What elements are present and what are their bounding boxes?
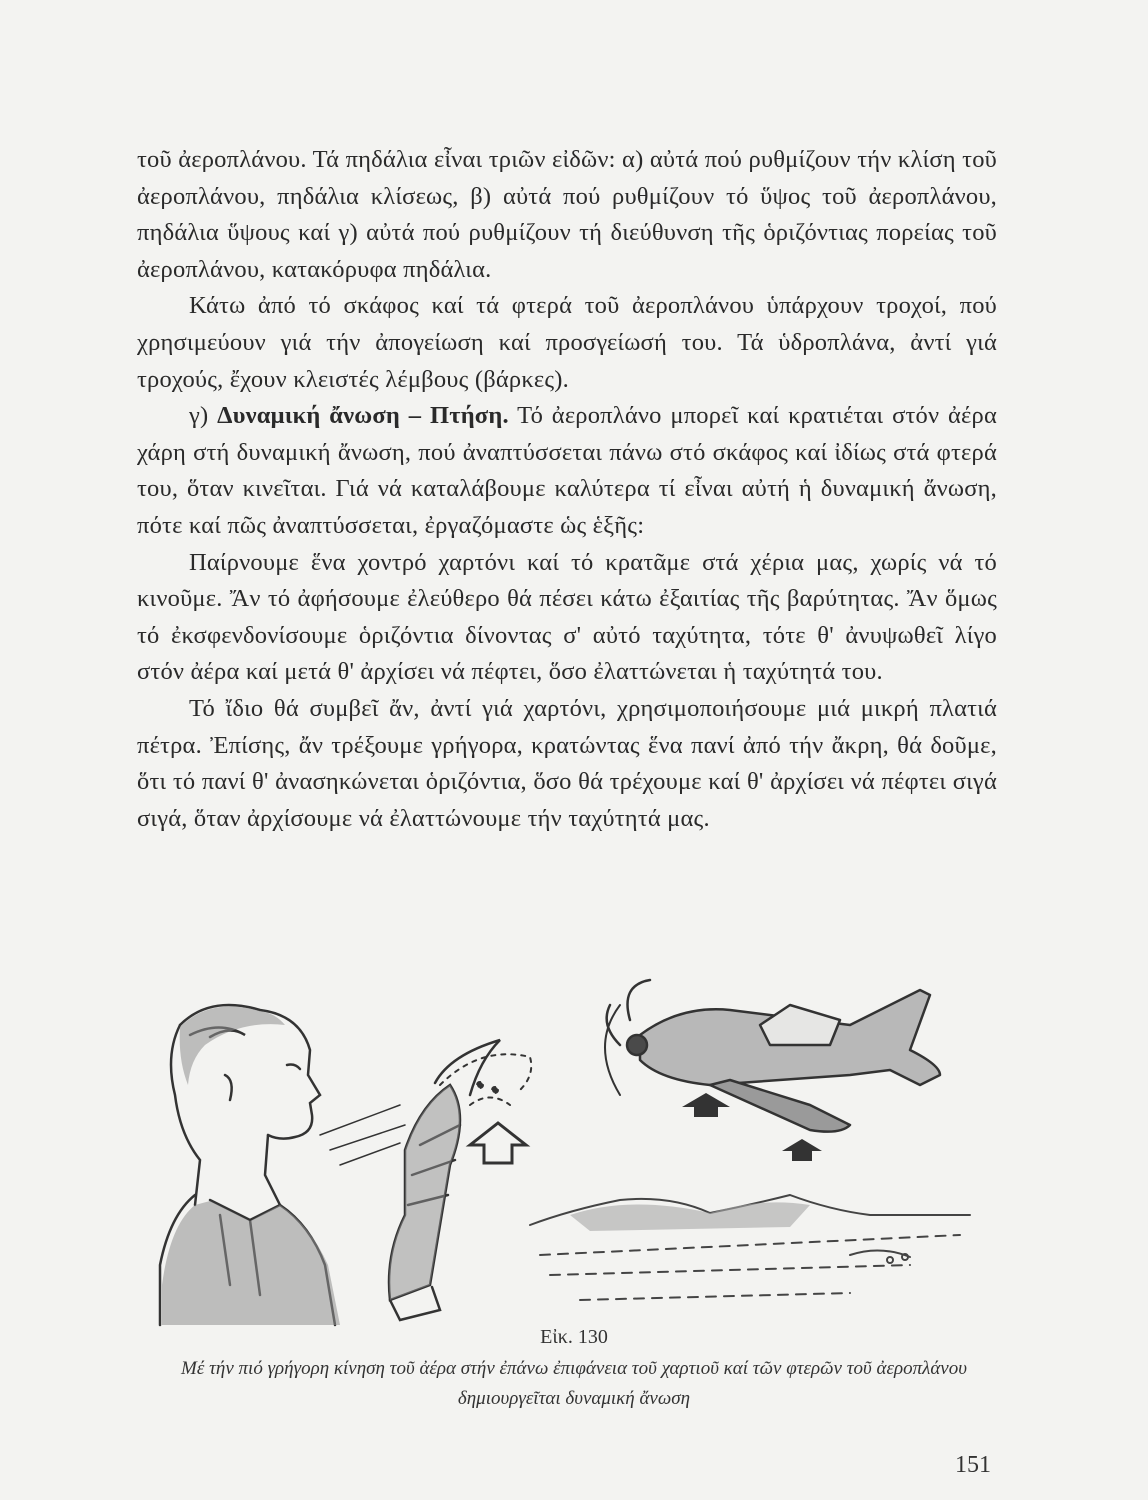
section-label: γ) (189, 402, 218, 430)
paragraph-rudders: τοῦ ἀεροπλάνου. Τά πηδάλια εἶναι τριῶν εἰδῶν: α) αὐτά πού ρυθμίζουν τήν κλίση τοῦ ἀεροπλάνου, πηδάλια κλίσεως, β) αὐτά πού ρυθμίζουν τό ὕψος τοῦ ἀεροπλάνου, πηδάλια ὕψους καί γ) αὐτά πού ρυθμίζουν τή διεύθυνση τῆς ὁριζόντιας πορείας τοῦ ἀεροπλάνου, κατακόρυφα πηδάλια. (137, 146, 997, 283)
section-heading: Δυναμική ἄνωση – Πτήση. (217, 402, 509, 430)
figure-illustration (150, 965, 1000, 1330)
body-text (137, 142, 997, 837)
lift-arrow-solid-left (682, 1093, 730, 1117)
lift-arrow-outline (470, 1123, 526, 1163)
page-number: 151 (955, 1452, 991, 1478)
paragraph-cardboard: Παίρνουμε ἕνα χοντρό χαρτόνι καί τό κρατᾶμε στά χέρια μας, χωρίς νά τό κινοῦμε. Ἄν τό ἀφήσουμε ἐλεύθερο θά πέσει κάτω ἐξαιτίας τῆς βαρύτητας. Ἄν ὅμως τό ἐκσφενδονίσουμε ὁριζόντια δίνοντας σ' αὐτό ταχύτητα, τότε θ' ἀνυψωθεῖ λίγο στόν ἀέρα καί μετά θ' ἀρχίσει νά πέφτει, ὅσο ἐλαττώνεται ἡ ταχύτητά του. (137, 548, 997, 686)
figure-caption: Μέ τήν πιό γρήγορη κίνηση τοῦ ἀέρα στήν ἐπάνω ἐπιφάνεια τοῦ χαρτιοῦ καί τῶν φτερῶν τοῦ ἀεροπλάνου δημιουργεῖται δυναμική ἄνωση (181, 1358, 967, 1409)
airplane-illustration (605, 980, 940, 1132)
lift-arrow-solid-right (782, 1139, 822, 1161)
hand-shading (389, 1085, 460, 1300)
paragraph-wheels: Κάτω ἀπό τό σκάφος καί τά φτερά τοῦ ἀεροπλάνου ὑπάρχουν τροχοί, πού χρησιμεύουν γιά τήν ἀπογείωση καί προσγείωσή του. Τά ὑδροπλάνα, ἀντί γιά τροχούς, ἔχουν κλειστές λέμβους (βάρκες). (137, 292, 997, 393)
paragraph-dynamic-lift (137, 398, 997, 544)
shirt-shading (162, 1007, 340, 1325)
paragraph-text: Τό ἀεροπλάνο μπορεῖ καί κρατιέται στόν ἀέρα χάρη στή δυναμική ἄνωση, πού ἀναπτύσσεται πάνω στό σκάφος καί ἰδίως στά φτερά του, ὅταν κινεῖται. Γιά νά καταλάβουμε καλύτερα τί εἶναι αὐτή ἡ δυναμική ἄνωση, πότε καί πῶς ἀναπτύσσεται, ἐργαζόμαστε ὡς ἑξῆς: (137, 402, 997, 539)
figure-number: Εἰκ. 130 (540, 1326, 608, 1348)
paragraph-stone-cloth: Τό ἴδιο θά συμβεῖ ἄν, ἀντί γιά χαρτόνι, χρησιμοποιήσουμε μιά μικρή πλατιά πέτρα. Ἐπίσης, ἄν τρέξουμε γρήγορα, κρατώντας ἕνα πανί ἀπό τήν ἄκρη, θά δοῦμε, ὅτι τό πανί θ' ἀνασηκώνεται ὁριζόντια, ὅσο θά τρέχουμε καί θ' ἀρχίσει νά πέφτει σιγά σιγά, ὅταν ἀρχίσουμε νά ἐλαττώνουμε τήν ταχύτητά μας. (137, 694, 997, 832)
